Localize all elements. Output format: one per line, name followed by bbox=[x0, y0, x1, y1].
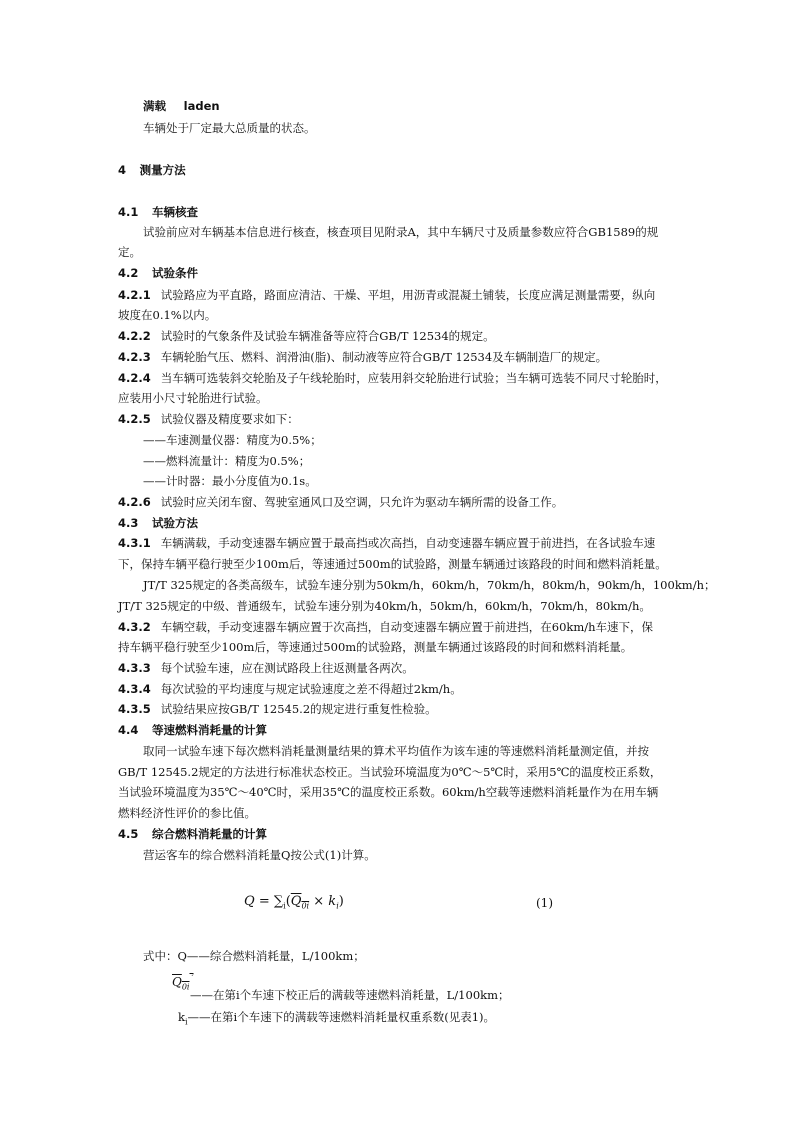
clause-number: 4.3.4 bbox=[118, 682, 151, 696]
q-prime: ´ bbox=[189, 974, 194, 983]
equation-number: (1) bbox=[536, 896, 553, 910]
section-title: 试验方法 bbox=[152, 516, 199, 530]
paren-close: ) bbox=[338, 894, 344, 909]
where-text: ——在第i个车速下的满载等速燃料消耗量权重系数(见表1)。 bbox=[187, 1010, 495, 1024]
k-subscript: i bbox=[184, 1017, 188, 1027]
section-number: 4.5 bbox=[118, 827, 139, 841]
clause-number: 4.3.3 bbox=[118, 661, 151, 675]
clause-text: 车辆空载，手动变速器车辆应置于次高挡，自动变速器车辆应置于前进挡，在60km/h车速下，保 bbox=[160, 620, 654, 634]
paragraph-line: 应装用小尺寸轮胎进行试验。 bbox=[118, 391, 268, 405]
paragraph-line: 试验前应对车辆基本信息进行核查，核查项目见附录A，其中车辆尺寸及质量参数应符合GB1589的规 bbox=[143, 225, 659, 239]
paragraph-line: JT/T 325规定的中级、普通级车，试验车速分别为40km/h，50km/h，60km/h，70km/h，80km/h。 bbox=[118, 599, 651, 613]
times-sign: × bbox=[313, 894, 325, 909]
clause-4-2-5 bbox=[118, 410, 678, 428]
where-line-2: ——在第i个车速下校正后的满载等速燃料消耗量，L/100km； bbox=[190, 988, 510, 1002]
list-item: ——燃料流量计：精度为0.5%； bbox=[143, 454, 311, 468]
clause-number: 4.2.2 bbox=[118, 329, 151, 343]
clause-text: 试验仪器及精度要求如下： bbox=[160, 412, 299, 426]
k-term bbox=[328, 894, 338, 909]
where-line-3 bbox=[178, 1008, 738, 1031]
paragraph-line: JT/T 325规定的各类高级车，试验车速分别为50km/h，60km/h，70km/h，80km/h，90km/h，100km/h； bbox=[143, 578, 716, 592]
k-symbol bbox=[178, 1010, 188, 1027]
formula-1 bbox=[244, 894, 344, 911]
section-number: 4 bbox=[118, 163, 127, 177]
section-title: 试验条件 bbox=[152, 266, 199, 280]
definition-text: 车辆处于厂定最大总质量的状态。 bbox=[143, 121, 316, 135]
section-4-5-heading bbox=[118, 825, 678, 843]
clause-text: 车辆轮胎气压、燃料、润滑油(脂)、制动液等应符合GB/T 12534及车辆制造厂的规定。 bbox=[160, 350, 608, 364]
clause-4-3-5 bbox=[118, 700, 678, 718]
definition-term bbox=[143, 97, 703, 115]
clause-4-2-2 bbox=[118, 327, 678, 345]
clause-4-2-3 bbox=[118, 348, 678, 366]
section-number: 4.2 bbox=[118, 266, 139, 280]
section-4-2-heading bbox=[118, 264, 678, 282]
clause-text: 试验时的气象条件及试验车辆准备等应符合GB/T 12534的规定。 bbox=[160, 329, 495, 343]
clause-4-3-1 bbox=[118, 534, 678, 552]
clause-number: 4.2.5 bbox=[118, 412, 151, 426]
formula-equals: = bbox=[258, 894, 270, 909]
clause-number: 4.3.1 bbox=[118, 536, 151, 550]
formula-lhs: Q bbox=[244, 894, 255, 909]
section-4-3-heading bbox=[118, 514, 678, 532]
term-en: laden bbox=[183, 99, 220, 113]
clause-4-3-3 bbox=[118, 659, 678, 677]
clause-number: 4.2.1 bbox=[118, 288, 151, 302]
clause-text: 试验时应关闭车窗、驾驶室通风口及空调，只允许为驱动车辆所需的设备工作。 bbox=[160, 495, 564, 509]
section-number: 4.1 bbox=[118, 205, 139, 219]
section-title: 车辆核查 bbox=[152, 205, 199, 219]
section-4-1-heading bbox=[118, 203, 678, 221]
k-symbol: k bbox=[328, 894, 337, 909]
sum-symbol bbox=[274, 894, 286, 909]
paragraph-line: 营运客车的综合燃料消耗量Q按公式(1)计算。 bbox=[143, 848, 376, 862]
q-subscript: 0i bbox=[181, 982, 190, 992]
section-number: 4.4 bbox=[118, 723, 139, 737]
paragraph-line: 持车辆平稳行驶至少100m后，等速通过500m的试验路，测量车辆通过该路段的时间和燃料消耗量。 bbox=[118, 640, 633, 654]
paragraph-line: GB/T 12545.2规定的方法进行标准状态校正。当试验环境温度为0℃～5℃时，采用5℃的温度校正系数， bbox=[118, 765, 662, 779]
clause-number: 4.3.5 bbox=[118, 702, 151, 716]
paragraph-line: 当试验环境温度为35℃～40℃时，采用35℃的温度校正系数。60km/h空载等速燃料消耗量作为在用车辆 bbox=[118, 785, 659, 799]
q-bar-term bbox=[291, 894, 309, 909]
section-title: 综合燃料消耗量的计算 bbox=[152, 827, 268, 841]
clause-4-3-4 bbox=[118, 680, 678, 698]
section-number: 4.3 bbox=[118, 516, 139, 530]
clause-text: 当车辆可选装斜交轮胎及子午线轮胎时，应装用斜交轮胎进行试验；当车辆可选装不同尺寸轮胎时， bbox=[160, 371, 667, 385]
paragraph-line: 定。 bbox=[118, 245, 141, 259]
term-zh: 满载 bbox=[143, 99, 166, 113]
section-4-4-heading bbox=[118, 721, 678, 739]
clause-number: 4.2.6 bbox=[118, 495, 151, 509]
q-symbol: Q bbox=[172, 975, 182, 989]
list-item: ——计时器：最小分度值为0.1s。 bbox=[143, 474, 317, 488]
paragraph-line: 取同一试验车速下每次燃料消耗量测量结果的算术平均值作为该车速的等速燃料消耗量测定值，并按 bbox=[143, 744, 649, 758]
clause-4-2-4 bbox=[118, 369, 678, 387]
section-title: 等速燃料消耗量的计算 bbox=[152, 723, 268, 737]
clause-4-3-2 bbox=[118, 618, 678, 636]
section-4-heading bbox=[118, 161, 678, 179]
paragraph-line: 燃料经济性评价的参比值。 bbox=[118, 806, 256, 820]
clause-text: 试验路应为平直路，路面应清洁、干燥、平坦，用沥青或混凝土铺装，长度应满足测量需要，纵向 bbox=[160, 288, 656, 302]
clause-number: 4.2.4 bbox=[118, 371, 151, 385]
clause-text: 每次试验的平均速度与规定试验速度之差不得超过2km/h。 bbox=[160, 682, 462, 696]
paren-open: ( bbox=[285, 894, 291, 909]
where-line-1: 式中：Q——综合燃料消耗量，L/100km； bbox=[143, 949, 365, 963]
list-item: ——车速测量仪器：精度为0.5%； bbox=[143, 433, 322, 447]
paragraph-line: 下，保持车辆平稳行驶至少100m后，等速通过500m的试验路，测量车辆通过该路段的时间和燃料消耗量。 bbox=[118, 557, 667, 571]
q-subscript: 0i bbox=[301, 901, 310, 911]
section-title: 测量方法 bbox=[139, 163, 186, 177]
k-subscript: i bbox=[336, 901, 339, 911]
paragraph-line: 坡度在0.1%以内。 bbox=[118, 308, 217, 322]
q-symbol: Q bbox=[290, 894, 302, 909]
sum-sign: ∑ bbox=[273, 894, 284, 909]
clause-4-2-6 bbox=[118, 493, 678, 511]
k-letter: k bbox=[178, 1010, 185, 1024]
clause-number: 4.3.2 bbox=[118, 620, 151, 634]
clause-text: 试验结果应按GB/T 12545.2的规定进行重复性检验。 bbox=[160, 702, 437, 716]
sum-index: i bbox=[283, 901, 286, 911]
clause-text: 每个试验车速，应在测试路段上往返测量各两次。 bbox=[160, 661, 414, 675]
clause-number: 4.2.3 bbox=[118, 350, 151, 364]
clause-4-2-1 bbox=[118, 286, 678, 304]
clause-text: 车辆满载，手动变速器车辆应置于最高挡或次高挡，自动变速器车辆应置于前进挡，在各试验车速 bbox=[160, 536, 656, 550]
